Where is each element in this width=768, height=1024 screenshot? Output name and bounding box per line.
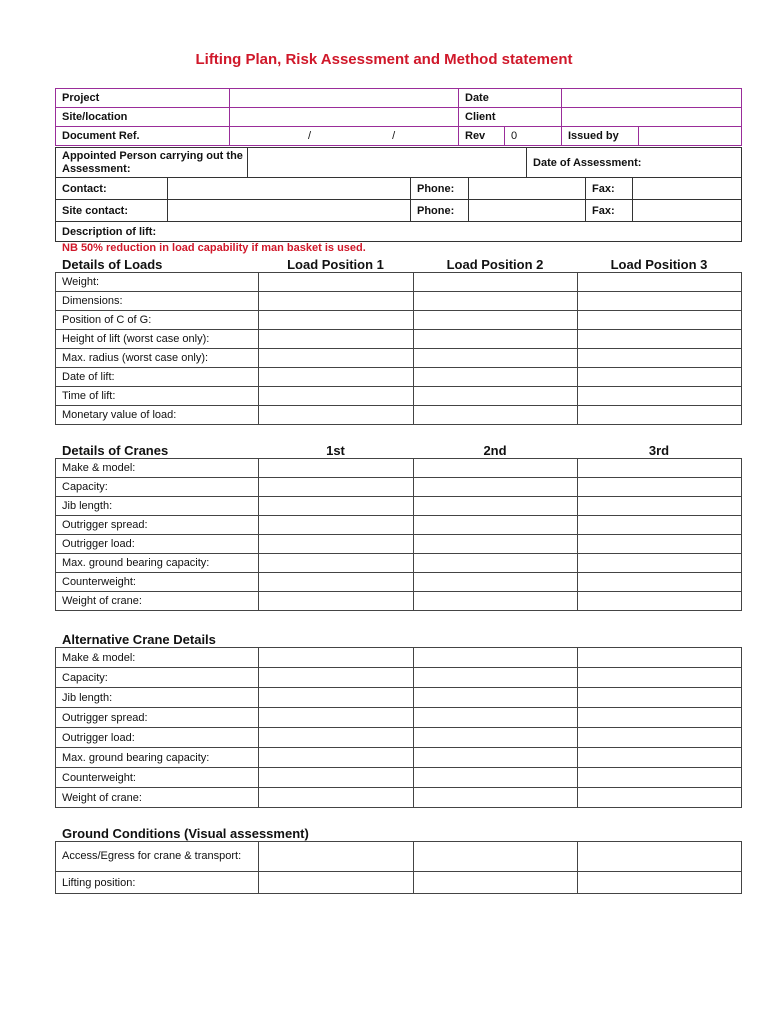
cranes-row bbox=[56, 535, 742, 554]
site-contact-phone-label: Phone: bbox=[411, 200, 469, 222]
loads-row bbox=[56, 292, 742, 311]
loads-cell[interactable] bbox=[578, 330, 742, 349]
alt-cranes-row-label: Max. ground bearing capacity: bbox=[56, 748, 259, 768]
date-label: Date bbox=[459, 89, 562, 108]
cranes-cell[interactable] bbox=[578, 554, 742, 573]
loads-cell[interactable] bbox=[414, 368, 578, 387]
cranes-cell[interactable] bbox=[578, 573, 742, 592]
cranes-row bbox=[56, 497, 742, 516]
client-label: Client bbox=[459, 108, 562, 127]
site-contact-fax-label: Fax: bbox=[586, 200, 633, 222]
loads-cell[interactable] bbox=[259, 292, 414, 311]
cranes-cell[interactable] bbox=[414, 592, 578, 611]
loads-cell[interactable] bbox=[578, 349, 742, 368]
loads-row-label: Date of lift: bbox=[56, 368, 259, 387]
date-field[interactable] bbox=[562, 89, 742, 108]
alt-cranes-heading: Alternative Crane Details bbox=[62, 632, 216, 647]
cranes-cell[interactable] bbox=[259, 554, 414, 573]
loads-cell[interactable] bbox=[578, 273, 742, 292]
alt-cranes-cell[interactable] bbox=[414, 668, 578, 688]
document-ref-slash-1: / bbox=[308, 130, 312, 142]
issued-by-field[interactable] bbox=[639, 127, 742, 146]
alt-cranes-cell[interactable] bbox=[578, 688, 742, 708]
alt-cranes-cell[interactable] bbox=[259, 688, 414, 708]
loads-col-3: Load Position 3 bbox=[610, 257, 708, 272]
cranes-cell[interactable] bbox=[414, 554, 578, 573]
cranes-row bbox=[56, 573, 742, 592]
alt-cranes-cell[interactable] bbox=[414, 688, 578, 708]
contact-phone-field[interactable] bbox=[469, 178, 586, 200]
man-basket-note: NB 50% reduction in load capability if man basket is used. bbox=[62, 242, 366, 254]
rev-value[interactable]: 0 bbox=[505, 127, 562, 146]
cranes-cell[interactable] bbox=[578, 535, 742, 554]
contact-field[interactable] bbox=[168, 178, 411, 200]
cranes-cell[interactable] bbox=[578, 478, 742, 497]
alt-cranes-row-label: Jib length: bbox=[56, 688, 259, 708]
cranes-row bbox=[56, 459, 742, 478]
cranes-cell[interactable] bbox=[578, 497, 742, 516]
alt-cranes-cell[interactable] bbox=[259, 748, 414, 768]
loads-row-label: Max. radius (worst case only): bbox=[56, 349, 259, 368]
cranes-cell[interactable] bbox=[259, 535, 414, 554]
cranes-row bbox=[56, 554, 742, 573]
alt-cranes-cell[interactable] bbox=[259, 668, 414, 688]
alt-cranes-cell[interactable] bbox=[578, 788, 742, 808]
alt-cranes-row bbox=[56, 708, 742, 728]
loads-cell[interactable] bbox=[259, 406, 414, 425]
cranes-cell[interactable] bbox=[414, 573, 578, 592]
ground-heading: Ground Conditions (Visual assessment) bbox=[62, 826, 309, 841]
ground-cell[interactable] bbox=[578, 872, 742, 894]
cranes-cell[interactable] bbox=[414, 516, 578, 535]
client-field[interactable] bbox=[562, 108, 742, 127]
ground-row-label: Lifting position: bbox=[56, 872, 259, 894]
alt-cranes-cell[interactable] bbox=[259, 708, 414, 728]
cranes-cell[interactable] bbox=[578, 592, 742, 611]
cranes-cell[interactable] bbox=[414, 535, 578, 554]
loads-cell[interactable] bbox=[414, 406, 578, 425]
cranes-cell[interactable] bbox=[259, 459, 414, 478]
loads-row-label: Monetary value of load: bbox=[56, 406, 259, 425]
loads-cell[interactable] bbox=[578, 406, 742, 425]
header-table bbox=[55, 88, 742, 146]
project-field[interactable] bbox=[230, 89, 459, 108]
loads-row-label: Dimensions: bbox=[56, 292, 259, 311]
ground-cell[interactable] bbox=[578, 842, 742, 872]
loads-row bbox=[56, 311, 742, 330]
loads-cell[interactable] bbox=[259, 349, 414, 368]
project-label: Project bbox=[56, 89, 230, 108]
loads-cell[interactable] bbox=[414, 273, 578, 292]
cranes-row-label: Outrigger load: bbox=[56, 535, 259, 554]
cranes-row bbox=[56, 516, 742, 535]
date-of-assessment-label: Date of Assessment: bbox=[527, 148, 742, 178]
cranes-row bbox=[56, 592, 742, 611]
cranes-cell[interactable] bbox=[414, 478, 578, 497]
site-contact-label: Site contact: bbox=[56, 200, 168, 222]
alt-cranes-cell[interactable] bbox=[414, 788, 578, 808]
loads-col-1: Load Position 1 bbox=[287, 257, 384, 272]
ground-cell[interactable] bbox=[414, 872, 578, 894]
loads-row-label: Height of lift (worst case only): bbox=[56, 330, 259, 349]
loads-cell[interactable] bbox=[259, 330, 414, 349]
cranes-cell[interactable] bbox=[414, 497, 578, 516]
alt-cranes-cell[interactable] bbox=[259, 768, 414, 788]
cranes-row bbox=[56, 478, 742, 497]
cranes-row-label: Capacity: bbox=[56, 478, 259, 497]
alt-cranes-cell[interactable] bbox=[414, 728, 578, 748]
alt-cranes-row-label: Make & model: bbox=[56, 648, 259, 668]
ground-cell[interactable] bbox=[259, 842, 414, 872]
alt-cranes-row-label: Weight of crane: bbox=[56, 788, 259, 808]
alt-cranes-row-label: Counterweight: bbox=[56, 768, 259, 788]
loads-row bbox=[56, 273, 742, 292]
site-contact-field[interactable] bbox=[168, 200, 411, 222]
site-contact-phone-field[interactable] bbox=[469, 200, 586, 222]
cranes-cell[interactable] bbox=[259, 592, 414, 611]
loads-row bbox=[56, 406, 742, 425]
alt-cranes-row bbox=[56, 768, 742, 788]
loads-heading: Details of Loads bbox=[62, 257, 163, 272]
alt-cranes-cell[interactable] bbox=[259, 648, 414, 668]
alt-cranes-row-label: Capacity: bbox=[56, 668, 259, 688]
alt-cranes-cell[interactable] bbox=[578, 708, 742, 728]
cranes-row-label: Outrigger spread: bbox=[56, 516, 259, 535]
alt-cranes-row bbox=[56, 688, 742, 708]
description-of-lift-label[interactable]: Description of lift: bbox=[56, 222, 742, 242]
cranes-col-2: 2nd bbox=[483, 443, 507, 458]
loads-cell[interactable] bbox=[578, 387, 742, 406]
document-ref-label: Document Ref. bbox=[56, 127, 230, 146]
cranes-table bbox=[55, 458, 742, 611]
cranes-cell[interactable] bbox=[259, 497, 414, 516]
loads-table bbox=[55, 272, 742, 425]
loads-cell[interactable] bbox=[259, 273, 414, 292]
loads-cell[interactable] bbox=[259, 387, 414, 406]
cranes-cell[interactable] bbox=[578, 516, 742, 535]
loads-row bbox=[56, 349, 742, 368]
loads-col-2: Load Position 2 bbox=[446, 257, 544, 272]
loads-row-label: Time of lift: bbox=[56, 387, 259, 406]
appointed-person-field[interactable] bbox=[248, 148, 527, 178]
rev-label: Rev bbox=[459, 127, 505, 146]
cranes-cell[interactable] bbox=[259, 478, 414, 497]
cranes-cell[interactable] bbox=[259, 573, 414, 592]
ground-cell[interactable] bbox=[259, 872, 414, 894]
loads-row bbox=[56, 387, 742, 406]
alt-cranes-row bbox=[56, 748, 742, 768]
alt-cranes-row-label: Outrigger spread: bbox=[56, 708, 259, 728]
alt-cranes-cell[interactable] bbox=[578, 728, 742, 748]
alt-cranes-cell[interactable] bbox=[259, 788, 414, 808]
loads-cell[interactable] bbox=[578, 292, 742, 311]
alt-cranes-cell[interactable] bbox=[578, 648, 742, 668]
ground-cell[interactable] bbox=[414, 842, 578, 872]
alt-cranes-cell[interactable] bbox=[578, 748, 742, 768]
cranes-col-3: 3rd bbox=[648, 443, 670, 458]
alt-cranes-row bbox=[56, 668, 742, 688]
alt-cranes-cell[interactable] bbox=[578, 768, 742, 788]
loads-cell[interactable] bbox=[578, 311, 742, 330]
contact-fax-label: Fax: bbox=[586, 178, 633, 200]
loads-cell[interactable] bbox=[259, 368, 414, 387]
alt-cranes-cell[interactable] bbox=[578, 668, 742, 688]
alt-cranes-cell[interactable] bbox=[414, 768, 578, 788]
ground-row-label: Access/Egress for crane & transport: bbox=[56, 842, 259, 872]
alt-cranes-cell[interactable] bbox=[414, 648, 578, 668]
loads-cell[interactable] bbox=[578, 368, 742, 387]
contact-phone-label: Phone: bbox=[411, 178, 469, 200]
document-ref-field[interactable] bbox=[230, 127, 459, 146]
loads-cell[interactable] bbox=[414, 292, 578, 311]
cranes-cell[interactable] bbox=[578, 459, 742, 478]
cranes-col-1: 1st bbox=[326, 443, 345, 458]
alt-cranes-row bbox=[56, 728, 742, 748]
alt-cranes-cell[interactable] bbox=[414, 708, 578, 728]
loads-cell[interactable] bbox=[259, 311, 414, 330]
contact-fax-field[interactable] bbox=[633, 178, 742, 200]
cranes-row-label: Max. ground bearing capacity: bbox=[56, 554, 259, 573]
cranes-row-label: Counterweight: bbox=[56, 573, 259, 592]
loads-cell[interactable] bbox=[414, 311, 578, 330]
alt-cranes-cell[interactable] bbox=[259, 728, 414, 748]
loads-cell[interactable] bbox=[414, 387, 578, 406]
alt-cranes-table bbox=[55, 647, 742, 808]
loads-cell[interactable] bbox=[414, 330, 578, 349]
cranes-cell[interactable] bbox=[414, 459, 578, 478]
document-title: Lifting Plan, Risk Assessment and Method statement bbox=[195, 51, 573, 68]
loads-row bbox=[56, 330, 742, 349]
loads-row-label: Position of C of G: bbox=[56, 311, 259, 330]
cranes-row-label: Make & model: bbox=[56, 459, 259, 478]
appointed-person-label: Appointed Person carrying out the Assessment: bbox=[56, 148, 248, 178]
alt-cranes-row bbox=[56, 648, 742, 668]
loads-row-label: Weight: bbox=[56, 273, 259, 292]
site-contact-fax-field[interactable] bbox=[633, 200, 742, 222]
contact-label: Contact: bbox=[56, 178, 168, 200]
cranes-heading: Details of Cranes bbox=[62, 443, 169, 458]
document-ref-slash-2: / bbox=[392, 130, 396, 142]
contact-table bbox=[55, 147, 742, 242]
alt-cranes-row bbox=[56, 788, 742, 808]
ground-table bbox=[55, 841, 742, 894]
loads-row bbox=[56, 368, 742, 387]
cranes-row-label: Jib length: bbox=[56, 497, 259, 516]
cranes-row-label: Weight of crane: bbox=[56, 592, 259, 611]
alt-cranes-cell[interactable] bbox=[414, 748, 578, 768]
site-location-field[interactable] bbox=[230, 108, 459, 127]
alt-cranes-row-label: Outrigger load: bbox=[56, 728, 259, 748]
site-location-label: Site/location bbox=[56, 108, 230, 127]
issued-by-label: Issued by bbox=[562, 127, 639, 146]
cranes-cell[interactable] bbox=[259, 516, 414, 535]
loads-cell[interactable] bbox=[414, 349, 578, 368]
